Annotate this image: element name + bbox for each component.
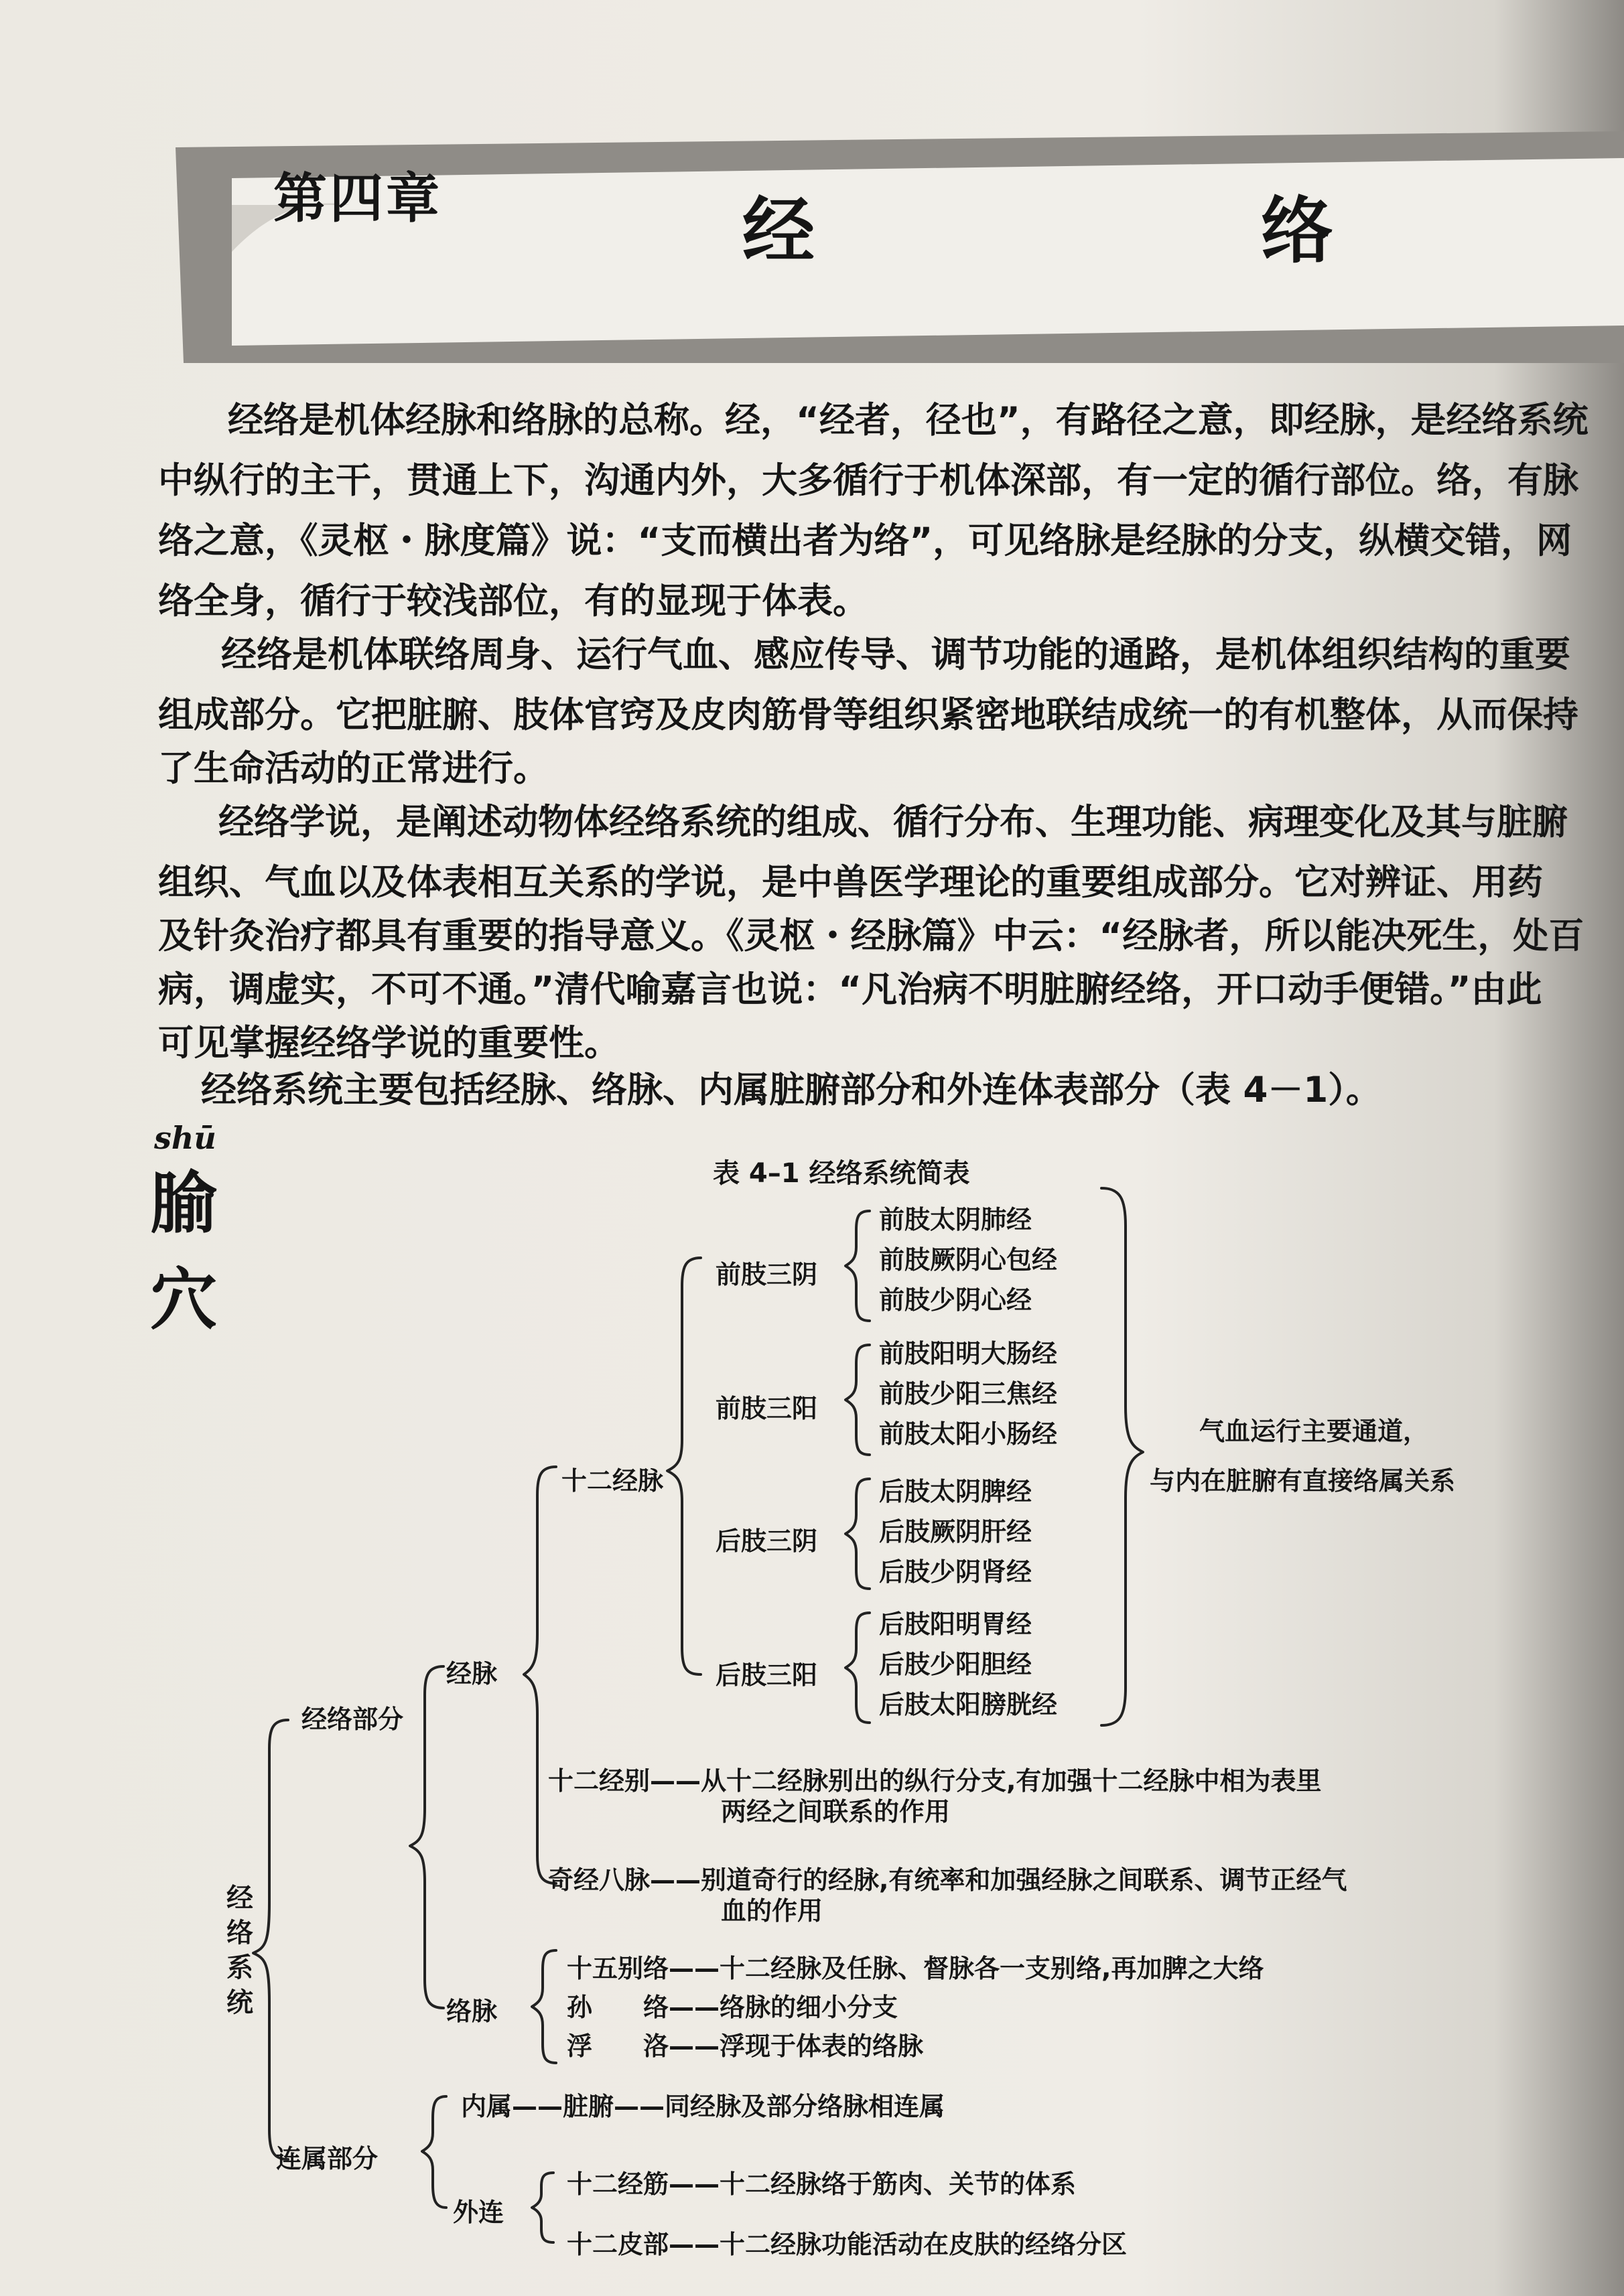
table-luomai-2: 孙 络——络脉的细小分支 xyxy=(567,1993,898,2022)
table-channel: 后肢太阴脾经 xyxy=(879,1477,1032,1506)
table-channel: 后肢太阳膀胱经 xyxy=(879,1690,1058,1719)
table-luomai-3: 浮 洛——浮现于体表的络脉 xyxy=(567,2031,924,2061)
table-group-4-name: 后肢三阳 xyxy=(716,1660,818,1690)
bracket-g3 xyxy=(845,1479,870,1589)
table-qijing-1: 奇经八脉——别道奇行的经脉,有统率和加强经脉之间联系、调节正经气 xyxy=(548,1865,1347,1895)
bracket-lianshu xyxy=(422,2096,446,2208)
table-level1-jingluo: 经络部分 xyxy=(301,1705,404,1734)
table-level2-wailian: 外连 xyxy=(453,2198,504,2227)
table-luomai-1: 十五别络——十二经脉及任脉、督脉各一支别络,再加脾之大络 xyxy=(567,1954,1264,1983)
book-page: 第四章 经 络 经络是机体经脉和络脉的总称。经，“经者，径也”，有路径之意，即经脉，是经络系统 中纵行的主干，贯通上下，沟通内外，大多循行于机体深部，有一定的循行部位。络，有脉 络之意，《灵枢・脉度篇》说：“支而横出者为络”，可见络脉是经脉的分支，纵横交错，网 络全身，循行于较浅部位，有的显现于体表。 经络是机体联络周身、运行气血、感应传导、调节功能的通路，是机体组织结构的重要 组成部分。它把脏腑、肢体官窍及皮肉筋骨等组织紧密地联结成统一的有机整体，从而保持 了生命活动的正常进行。 经络学说，是阐述动物体经络系统的组成、循行分布、生理功能、病理变化及其与脏腑 组织、气血以及体表相互关系的学说，是中兽医学理论的重要组成部分。它对辨证、用药 及针灸治疗都具有重要的指导意义。《灵枢・经脉篇》中云：“经脉者，所以能决死生，处百 病，调虚实，不可不通。”清代喻嘉言也说：“凡治病不明脏腑经络，开口动手便错。”由此 可见掌握经络学说的重要性。 经络系统主要包括经脉、络脉、内属脏腑部分和外连体表部分（表 4－1）。 shū 腧穴 表 4–1 经络系统简表 经络系统 经络部分 连属部分 经脉 络脉 外连 十二经脉 前肢三阴 前肢三阳 后肢三阴 后肢三阳 前肢太阴肺经 前肢厥阴心包经 前肢少阴心经 前肢阳明大肠经 前肢少阳三焦经 前肢太阳小肠经 后肢太阴脾经 后肢厥阴肝经 后肢少阴肾经 后肢阳明胃经 后肢少阳胆经 后肢太阳膀胱经 气血运行主要通道， 与内在脏腑有直接络属关系 十二经别——从十二经脉别出的纵行分支,有加强十二经脉中相为表里 两经之间联系的作用 奇经八脉——别道奇行的经脉,有统率和加强经脉之间联系、调节正经气 血的作用 十五别络——十二经脉及任脉、督脉各一支别络,再加脾之大络 孙 络——络脉的细小分支 浮 洛——浮现于体表的络脉 内属——脏腑——同经脉及部分络脉相连属 十二经筋——十二经脉络于筋肉、关节的体系 十二皮部——十二经脉功能活动在皮肤的经络分区 xyxy=(0,0,1624,2296)
bracket-twelve xyxy=(667,1258,701,1674)
bracket-wailian xyxy=(532,2173,553,2242)
table-channel: 后肢少阴肾经 xyxy=(879,1557,1032,1587)
table-level2-jingmai: 经脉 xyxy=(446,1659,498,1689)
chapter-label: 第四章 xyxy=(273,167,442,230)
table-channel: 前肢少阴心经 xyxy=(879,1285,1032,1315)
table-twelve-note-1: 气血运行主要通道， xyxy=(1199,1417,1429,1446)
bracket-right-close xyxy=(1101,1188,1143,1725)
bracket-g1 xyxy=(845,1211,870,1321)
table-channel: 后肢厥阴肝经 xyxy=(879,1517,1032,1547)
handwritten-hanzi: 腧穴 xyxy=(150,1163,217,1339)
table-jingbie-2: 两经之间联系的作用 xyxy=(721,1797,951,1826)
table-neishu-row: 内属——脏腑——同经脉及部分络脉相连属 xyxy=(461,2092,945,2121)
table-wailian-1: 十二经筋——十二经脉络于筋肉、关节的体系 xyxy=(567,2169,1077,2199)
table-channel: 前肢太阳小肠经 xyxy=(879,1419,1058,1449)
table-channel: 后肢少阳胆经 xyxy=(879,1650,1032,1679)
table-level1-lianshu: 连属部分 xyxy=(276,2144,379,2173)
table-level2-luomai: 络脉 xyxy=(446,1997,498,2026)
table-channel: 后肢阳明胃经 xyxy=(879,1609,1032,1639)
table-jingbie-1: 十二经别——从十二经脉别出的纵行分支,有加强十二经脉中相为表里 xyxy=(548,1766,1322,1796)
table-group-2-name: 前肢三阳 xyxy=(716,1394,818,1423)
table-group-3-name: 后肢三阴 xyxy=(716,1526,818,1556)
table-channel: 前肢厥阴心包经 xyxy=(879,1245,1058,1275)
table-twelve-meridians: 十二经脉 xyxy=(561,1466,664,1496)
table-root-label: 经络系统 xyxy=(226,1883,253,2018)
table-channel: 前肢少阳三焦经 xyxy=(879,1379,1058,1409)
bracket-root xyxy=(253,1720,288,2159)
bracket-g4 xyxy=(845,1613,870,1723)
bracket-jingmai xyxy=(524,1467,556,1883)
table-channel: 前肢太阴肺经 xyxy=(879,1205,1032,1234)
handwritten-pinyin: shū xyxy=(154,1120,216,1156)
bracket-luomai xyxy=(532,1950,556,2063)
table-qijing-2: 血的作用 xyxy=(721,1896,823,1926)
table-group-1-name: 前肢三阴 xyxy=(716,1260,818,1289)
table-caption: 表 4–1 经络系统简表 xyxy=(713,1158,970,1189)
bracket-jingluo-part xyxy=(410,1666,444,2008)
bracket-g2 xyxy=(845,1345,870,1455)
chapter-title: 经 络 xyxy=(742,190,1434,273)
table-channel: 前肢阳明大肠经 xyxy=(879,1339,1058,1368)
table-twelve-note-2: 与内在脏腑有直接络属关系 xyxy=(1150,1466,1456,1496)
table-wailian-2: 十二皮部——十二经脉功能活动在皮肤的经络分区 xyxy=(567,2230,1128,2259)
